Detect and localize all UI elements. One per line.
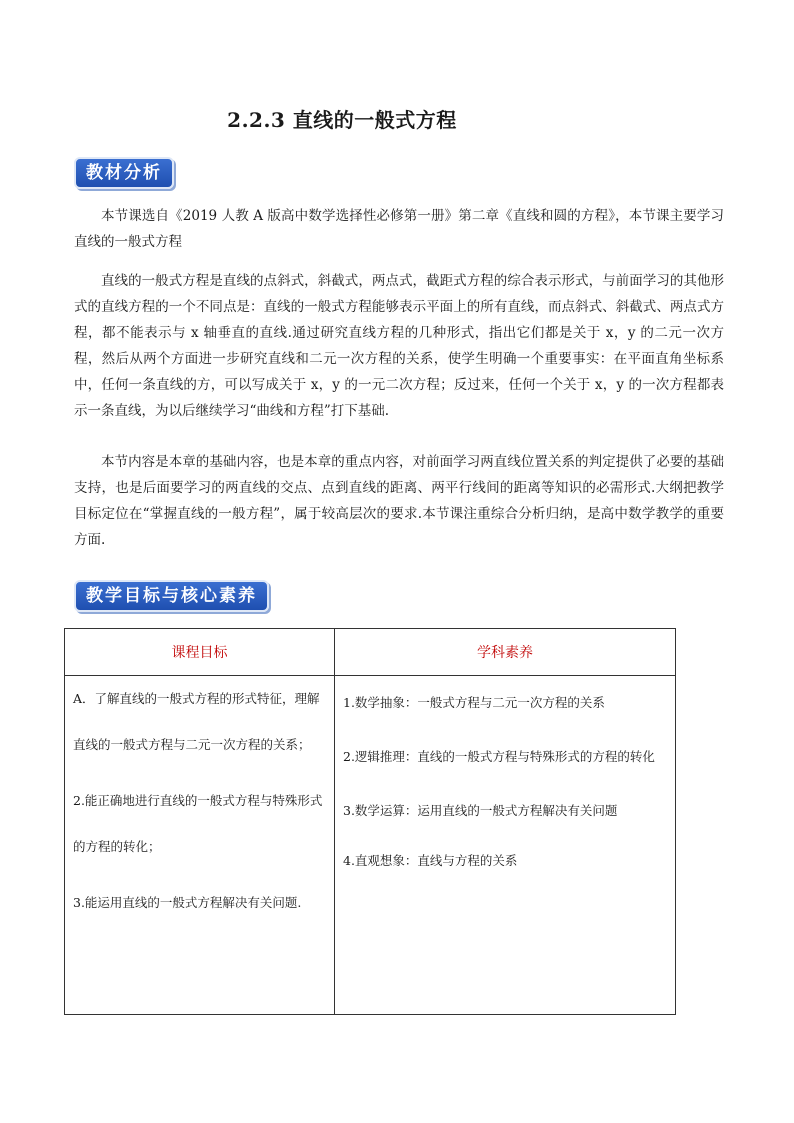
literacy-item-4: 4.直观想象：直线与方程的关系 — [343, 853, 518, 868]
goal-item-2: 2.能正确地进行直线的一般式方程与特殊形式的方程的转化； — [73, 793, 323, 854]
literacy-item-3: 3.数学运算：运用直线的一般式方程解决有关问题 — [343, 803, 618, 818]
subject-literacy-cell — [335, 676, 676, 1015]
goal-item-3: 3.能运用直线的一般式方程解决有关问题. — [73, 895, 302, 910]
paragraph-intro: 本节课选自《2019 人教 A 版高中数学选择性必修第一册》第二章《直线和圆的方程》，本节课主要学习直线的一般式方程 — [74, 208, 724, 250]
table-header-row — [65, 629, 676, 676]
section-badge-textbook-analysis: 教材分析 — [74, 157, 174, 189]
header-course-goals: 课程目标 — [65, 629, 335, 676]
page-title: 2.2.3 直线的一般式方程 — [227, 108, 457, 132]
paragraph-general-form: 直线的一般式方程是直线的点斜式，斜截式，两点式，截距式方程的综合表示形式，与前面学习的其他形式的直线方程的一个不同点是：直线的一般式方程能够表示平面上的所有直线，而点斜式、斜截式、两点式方程，都不能表示与 x 轴垂直的直线.通过研究直线方程的几种形式，指出它们都是关于 x，y 的二元一次方程，然后从两个方面进一步研究直线和二元一次方程的关系，使学生明确一个重要事实：在平面直角坐标系中，任何一条直线的方，可以写成关于 x，y 的一元二次方程；反过来，任何一个关于 x，y 的一次方程都表示一条直线，为以后继续学习“曲线和方程”打下基础. — [74, 273, 724, 419]
header-subject-literacy: 学科素养 — [335, 629, 676, 676]
literacy-item-2: 2.逻辑推理：直线的一般式方程与特殊形式的方程的转化 — [343, 749, 655, 764]
course-goals-cell — [65, 676, 335, 1015]
goal-item-1: A．了解直线的一般式方程的形式特征，理解直线的一般式方程与二元一次方程的关系； — [73, 691, 320, 752]
goals-table — [64, 628, 676, 1015]
paragraph-importance: 本节内容是本章的基础内容，也是本章的重点内容，对前面学习两直线位置关系的判定提供了必要的基础支持，也是后面要学习的两直线的交点、点到直线的距离、两平行线间的距离等知识的必需形式.大纲把教学目标定位在“掌握直线的一般方程”，属于较高层次的要求.本节课注重综合分析归纳，是高中数学教学的重要方面. — [74, 454, 724, 548]
table-row — [65, 676, 676, 1015]
section-badge-teaching-goals: 教学目标与核心素养 — [74, 580, 269, 612]
literacy-item-1: 1.数学抽象：一般式方程与二元一次方程的关系 — [343, 695, 605, 710]
